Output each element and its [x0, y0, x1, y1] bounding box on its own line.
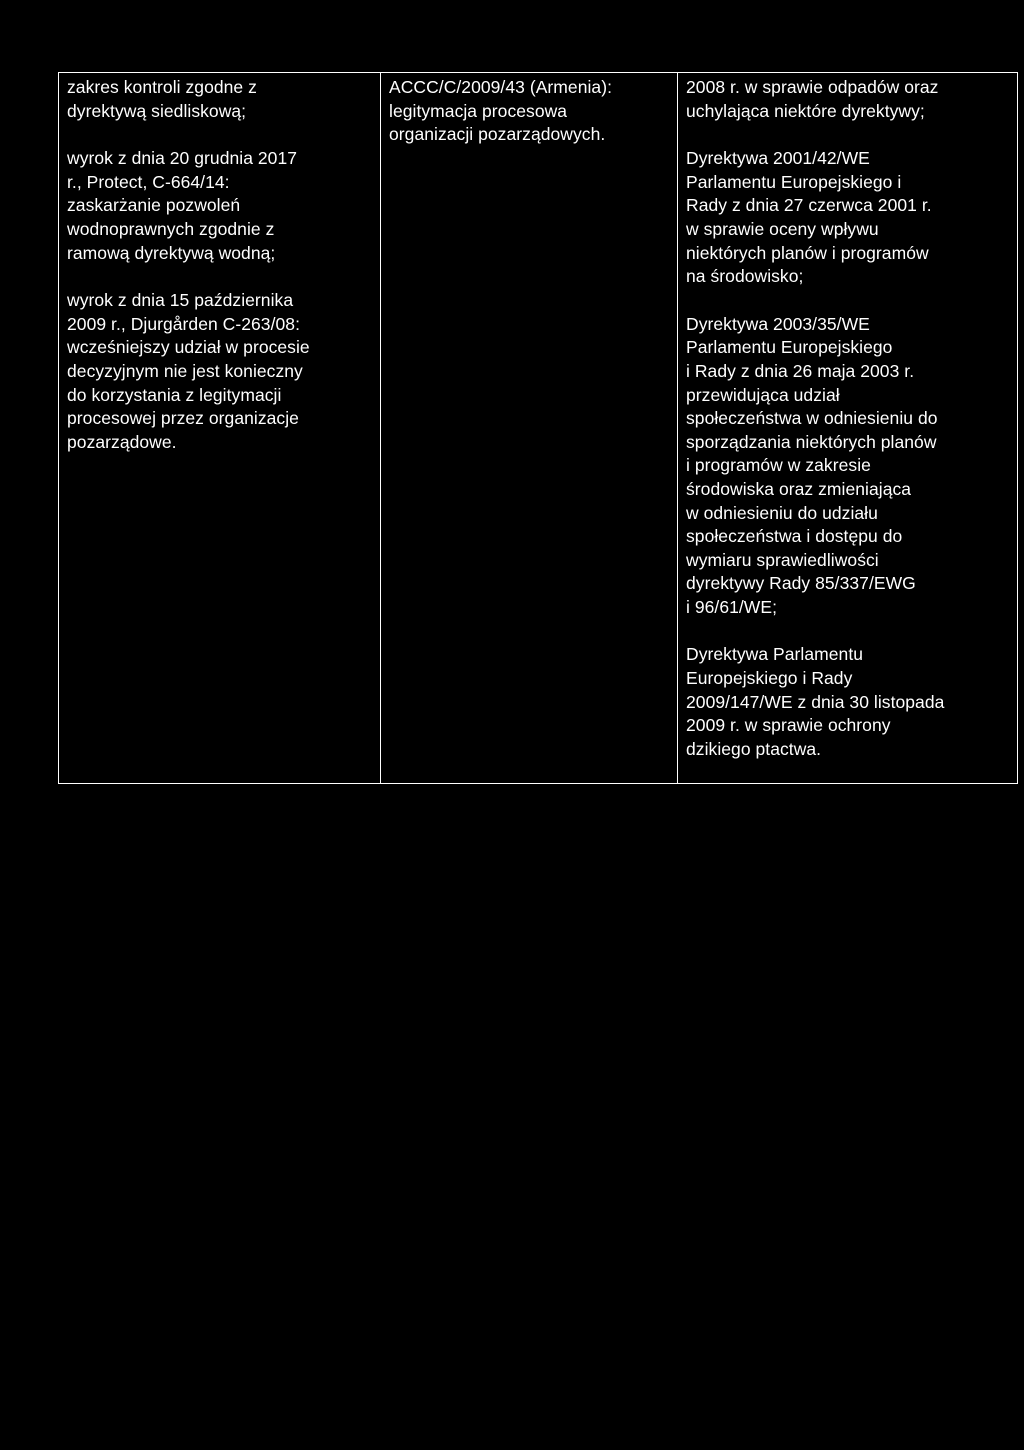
cell-paragraph: wyrok z dnia 15 października 2009 r., Djurgården C-263/08: wcześniejszy udział w procesie decyzyjnym nie jest konieczny do korzystania z legitymacji procesowej przez organizacje pozarządowe.: [67, 290, 310, 452]
table-cell-case-law: [59, 73, 381, 784]
cell-paragraph: Dyrektywa 2003/35/WE Parlamentu Europejskiego i Rady z dnia 26 maja 2003 r. przewidująca udział społeczeństwa w odniesieniu do sporządzania niektórych planów i programów w zakresie środowiska oraz zmieniająca w odniesieniu do udziału społeczeństwa i dostępu do wymiaru sprawiedliwości dyrektywy Rady 85/337/EWG i 96/61/WE;: [686, 313, 938, 617]
paragraph-spacer: [686, 289, 1009, 313]
table-cell-aarhus-committee: [381, 73, 678, 784]
cell-paragraph: Dyrektywa Parlamentu Europejskiego i Rady 2009/147/WE z dnia 30 listopada 2009 r. w sprawie ochrony dzikiego ptactwa.: [686, 644, 945, 759]
table-cell-directives: [678, 73, 1018, 784]
cell-paragraph: ACCC/C/2009/43 (Armenia): legitymacja procesowa organizacji pozarządowych.: [389, 77, 612, 145]
legal-table: [58, 72, 1018, 784]
table-row: [59, 73, 1018, 784]
cell-paragraph: 2008 r. w sprawie odpadów oraz uchylająca niektóre dyrektywy;: [686, 77, 939, 121]
cell-paragraph: Dyrektywa 2001/42/WE Parlamentu Europejskiego i Rady z dnia 27 czerwca 2001 r. w sprawie oceny wpływu niektórych planów i programów na środowisko;: [686, 148, 932, 287]
cell-paragraph: wyrok z dnia 20 grudnia 2017 r., Protect, C-664/14: zaskarżanie pozwoleń wodnoprawnych zgodnie z ramową dyrektywą wodną;: [67, 148, 298, 263]
cell-paragraph: zakres kontroli zgodne z dyrektywą siedliskową;: [67, 77, 257, 121]
